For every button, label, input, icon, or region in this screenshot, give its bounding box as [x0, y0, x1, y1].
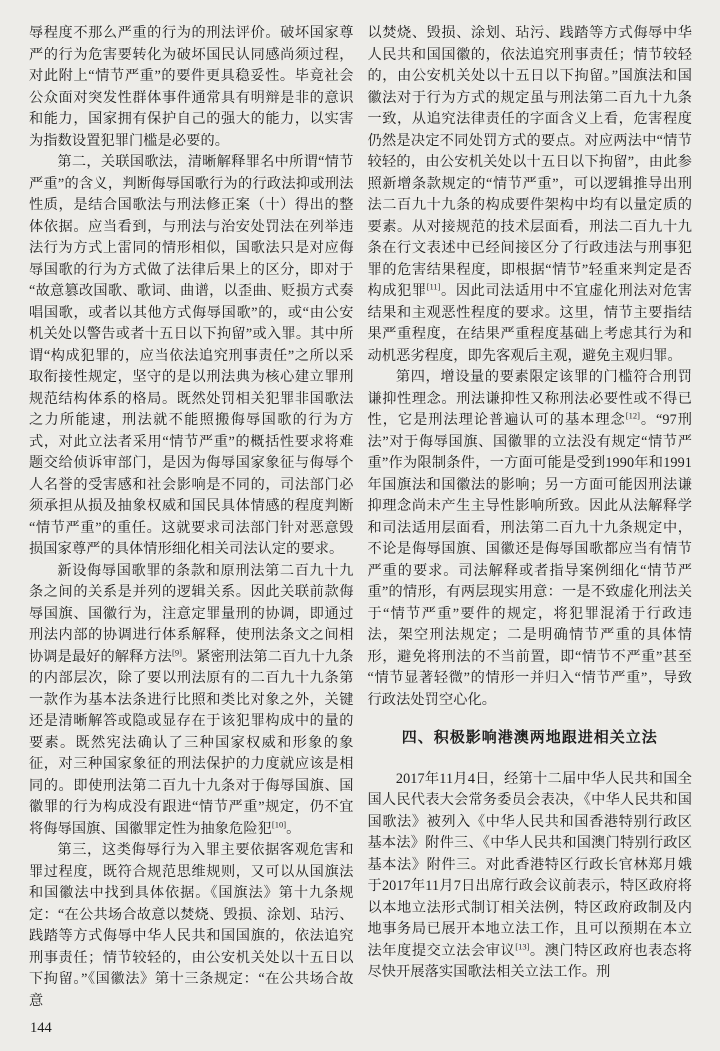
body-paragraph: 第三，这类侮辱行为入罪主要依据客观危害和罪过程度，既符合规范思维规则，又可以从国旗法和国徽法中找到具体依据。《国旗法》第十九条规定：“在公共场合故意以焚烧、毁损、涂划、玷污、践踏等方式侮辱中华人民共和国国旗的，依法追究刑事责任；情节较轻的，由公安机关处以十五日以下拘留。”《国徽法》第十三条规定：“在公共场合故意 [29, 842, 354, 1009]
right-column [368, 23, 693, 1012]
body-paragraph: 以焚烧、毁损、涂划、玷污、践踏等方式侮辱中华人民共和国国徽的，依法追究刑事责任；情节较轻的，由公安机关处以十五日以下拘留。”国旗法和国徽法对于行为方式的规定虽与刑法第二百九十九条一致，从追究法律责任的字面含义上看，危害程度仍然是决定不同处罚方式的要点。对应两法中“情节较轻的，由公安机关处以十五日以下拘留”，由此参照新增条款规定的“情节严重”，可以逻辑推导出刑法二百九十九条的构成要件架构中均有以量定质的要素。从对接规范的技术层面看，刑法二百九十九条在行文表述中已经间接区分了行政违法与刑事犯罪的危害结果程度，即根据“情节”轻重来判定是否构成犯罪[11]。因此司法适用中不宜虚化刑法对危害结果和主观恶性程度的要求。这里，情节主要指结果严重程度，在结果严重程度基础上考虑其行为和动机恶劣程度，即先客观后主观，避免主观归罪。 [367, 25, 692, 364]
two-column-layout [29, 23, 692, 1012]
body-paragraph: 辱程度不那么严重的行为的刑法评价。破坏国家尊严的行为危害要转化为破坏国民认同感尚须过程，对此附上“情节严重”的要件更具稳妥性。毕竟社会公众面对突发性群体事件通常具有明辩是非的意识和能力，国家拥有保护自己的强大的能力，以实害为指数设置犯罪门槛是必要的。 [29, 25, 354, 149]
footnote-marker: [13] [515, 940, 530, 951]
footnote-marker: [12] [625, 410, 640, 421]
page-number: 144 [30, 1020, 52, 1036]
body-paragraph: 第二，关联国歌法，清晰解释罪名中所谓“情节严重”的含义，判断侮辱国歌行为的行政法抑或刑法性质，是结合国歌法与刑法修正案（十）得出的整体依据。应当看到，与刑法与治安处罚法在列举违法行为方式上雷同的情形相似，国歌法只是对应侮辱国歌的行为方式做了法律后果上的区分，即对于“故意篡改国歌、歌词、曲谱，以歪曲、贬损方式奏唱国歌，或者以其他方式侮辱国歌”的，或“由公安机关处以警告或者十五日以下拘留”或入罪。其中所谓“构成犯罪的，应当依法追究刑事责任”之所以采取衔接性规定，坚守的是以刑法典为核心建立罪刑规范结构体系的格局。既然处罚相关犯罪非国歌法之力所能逮，刑法就不能照搬侮辱国歌的行为方式，对此立法者采用“情节严重”的概括性要求将难题交给侦诉审部门，是因为侮辱国家象征与侮辱个人名誉的受害感和社会影响是不同的，司法部门必须承担从损及抽象权威和国民具体情感的程度判断“情节严重”的重任。这就要求司法部门针对恶意毁损国家尊严的具体情形细化相关司法认定的要求。 [29, 154, 354, 557]
footnote-marker: [9] [171, 646, 182, 657]
footnote-marker: [11] [426, 281, 441, 292]
footnote-marker: [10] [271, 818, 287, 829]
body-paragraph: 第四，增设量的要素限定该罪的门槛符合刑罚谦抑性理念。刑法谦抑性又称刑法必要性或不得已性，它是刑法理论普遍认可的基本理念[12]。“97刑法”对于侮辱国旗、国徽罪的立法没有规定“情节严重”作为限制条件，一方面可能是受到1990年和1991年国旗法和国徽法的影响；另一方面可能因刑法谦抑理念尚未产生主导性影响所致。因此从法解释学和司法适用层面看，刑法第二百九十九条规定中，不论是侮辱国旗、国徽还是侮辱国歌都应当有情节严重的要求。司法解释或者指导案例细化“情节严重”的情形，有两层现实用意：一是不致虚化刑法关于“情节严重”要件的规定，将犯罪混淆于行政违法，架空刑法规定；二是明确情节严重的具体情形，避免将刑法的不当前置，即“情节不严重”甚至“情节显著轻微”的情形一并归入“情节严重”，导致行政法处罚空心化。 [367, 369, 692, 708]
section-heading: 四、积极影响港澳两地跟进相关立法 [401, 730, 658, 746]
body-paragraph: 新设侮辱国歌罪的条款和原刑法第二百九十九条之间的关系是并列的逻辑关系。因此关联前款侮辱国旗、国徽行为，注意定罪量刑的协调，即通过刑法内部的协调进行体系解释，使刑法条文之间相协调是最好的解释方法[9]。紧密刑法第二百九十九条的内部层次，除了要以刑法原有的二百九十九条第一款作为基本法条进行比照和类比对象之外，关键还是清晰解答或隐或显存在于该犯罪构成中的量的要素。既然宪法确认了三种国家权威和形象的象征，对三种国家象征的刑法保护的力度就应该是相同的。即使刑法第二百九十九条对于侮辱国旗、国徽罪的行为构成没有跟进“情节严重”规定，仍不宜将侮辱国旗、国徽罪定性为抽象危险犯[10]。 [29, 562, 354, 837]
left-column [29, 23, 354, 1012]
body-paragraph: 2017年11月4日，经第十二届中华人民共和国全国人民代表大会常务委员会表决，《中华人民共和国国歌法》被列入《中华人民共和国香港特别行政区基本法》附件三、《中华人民共和国澳门特别行政区基本法》附件三。对此香港特区行政长官林郑月娥于2017年11月7日出席行政会议前表示，特区政府将以本地立法形式制订相关法例，特区政府政制及内地事务局已展开本地立法工作，且可以预期在本立法年度提交立法会审议[13]。澳门特区政府也表态将尽快开展落实国歌法相关立法工作。刑 [367, 770, 692, 980]
